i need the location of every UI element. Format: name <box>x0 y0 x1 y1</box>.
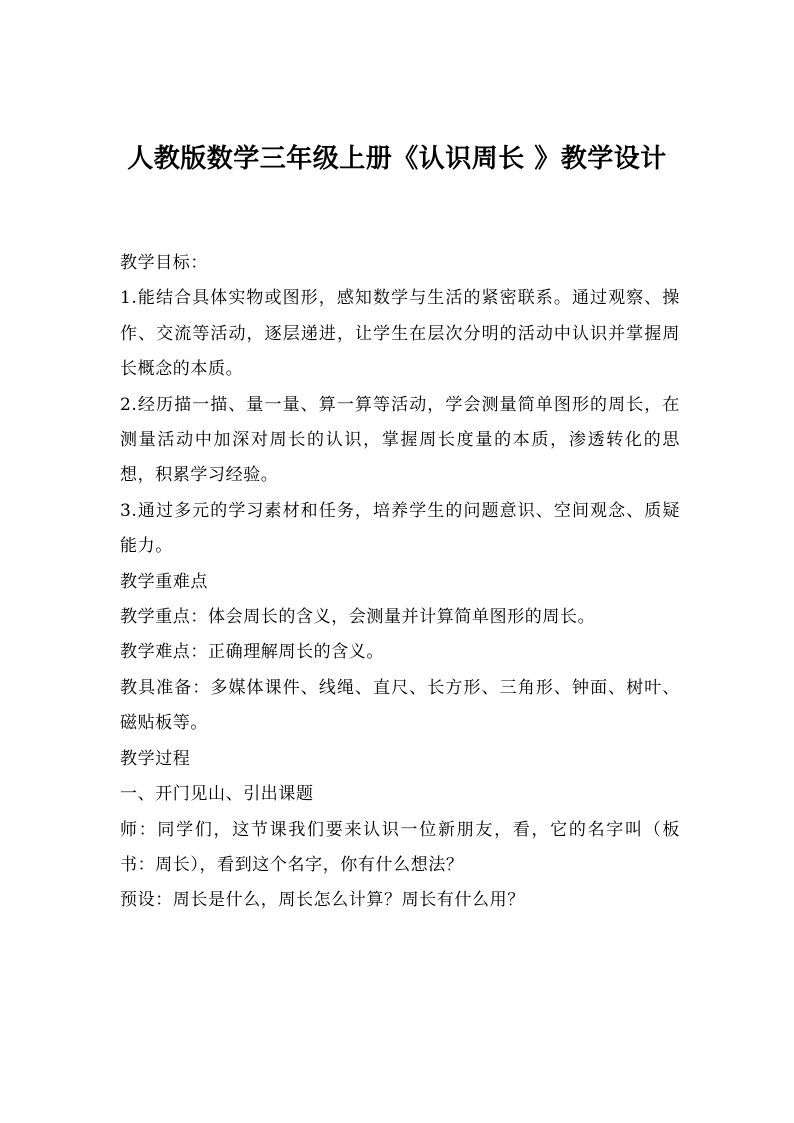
key-point-paragraph: 教学重点：体会周长的含义，会测量并计算简单图形的周长。 <box>120 607 596 628</box>
materials-paragraph: 教具准备：多媒体课件、线绳、直尺、长方形、三角形、钟面、树叶、磁贴板等。 <box>120 677 680 734</box>
objective-2-paragraph: 2.经历描一描、量一量、算一算等活动，学会测量简单图形的周长，在测量活动中加深对周长的认识，掌握周长度量的本质，渗透转化的思想，积累学习经验。 <box>120 394 680 486</box>
objective-3-paragraph: 3.通过多元的学习素材和任务，培养学生的问题意识、空间观念、质疑能力。 <box>120 500 680 557</box>
step-1-heading: 一、开门见山、引出课题 <box>120 784 314 805</box>
objective-1-paragraph: 1.能结合具体实物或图形，感知数学与生活的紧密联系。通过观察、操作、交流等活动，逐层递进，让学生在层次分明的活动中认识并掌握周长概念的本质。 <box>120 288 680 380</box>
section-heading-process: 教学过程 <box>120 748 191 769</box>
section-heading-objectives: 教学目标： <box>120 253 208 273</box>
teacher-dialogue-paragraph: 师：同学们，这节课我们要来认识一位新朋友，看，它的名字叫（板书：周长），看到这个名字，你有什么想法？ <box>120 819 680 875</box>
expected-answer-paragraph: 预设：周长是什么，周长怎么计算？周长有什么用？ <box>120 890 525 911</box>
document-body <box>120 246 680 919</box>
document-title: 人教版数学三年级上册《认识周长 》教学设计 <box>127 144 667 174</box>
section-heading-key-points: 教学重难点 <box>120 571 208 592</box>
difficulty-paragraph: 教学难点：正确理解周长的含义。 <box>120 642 384 663</box>
